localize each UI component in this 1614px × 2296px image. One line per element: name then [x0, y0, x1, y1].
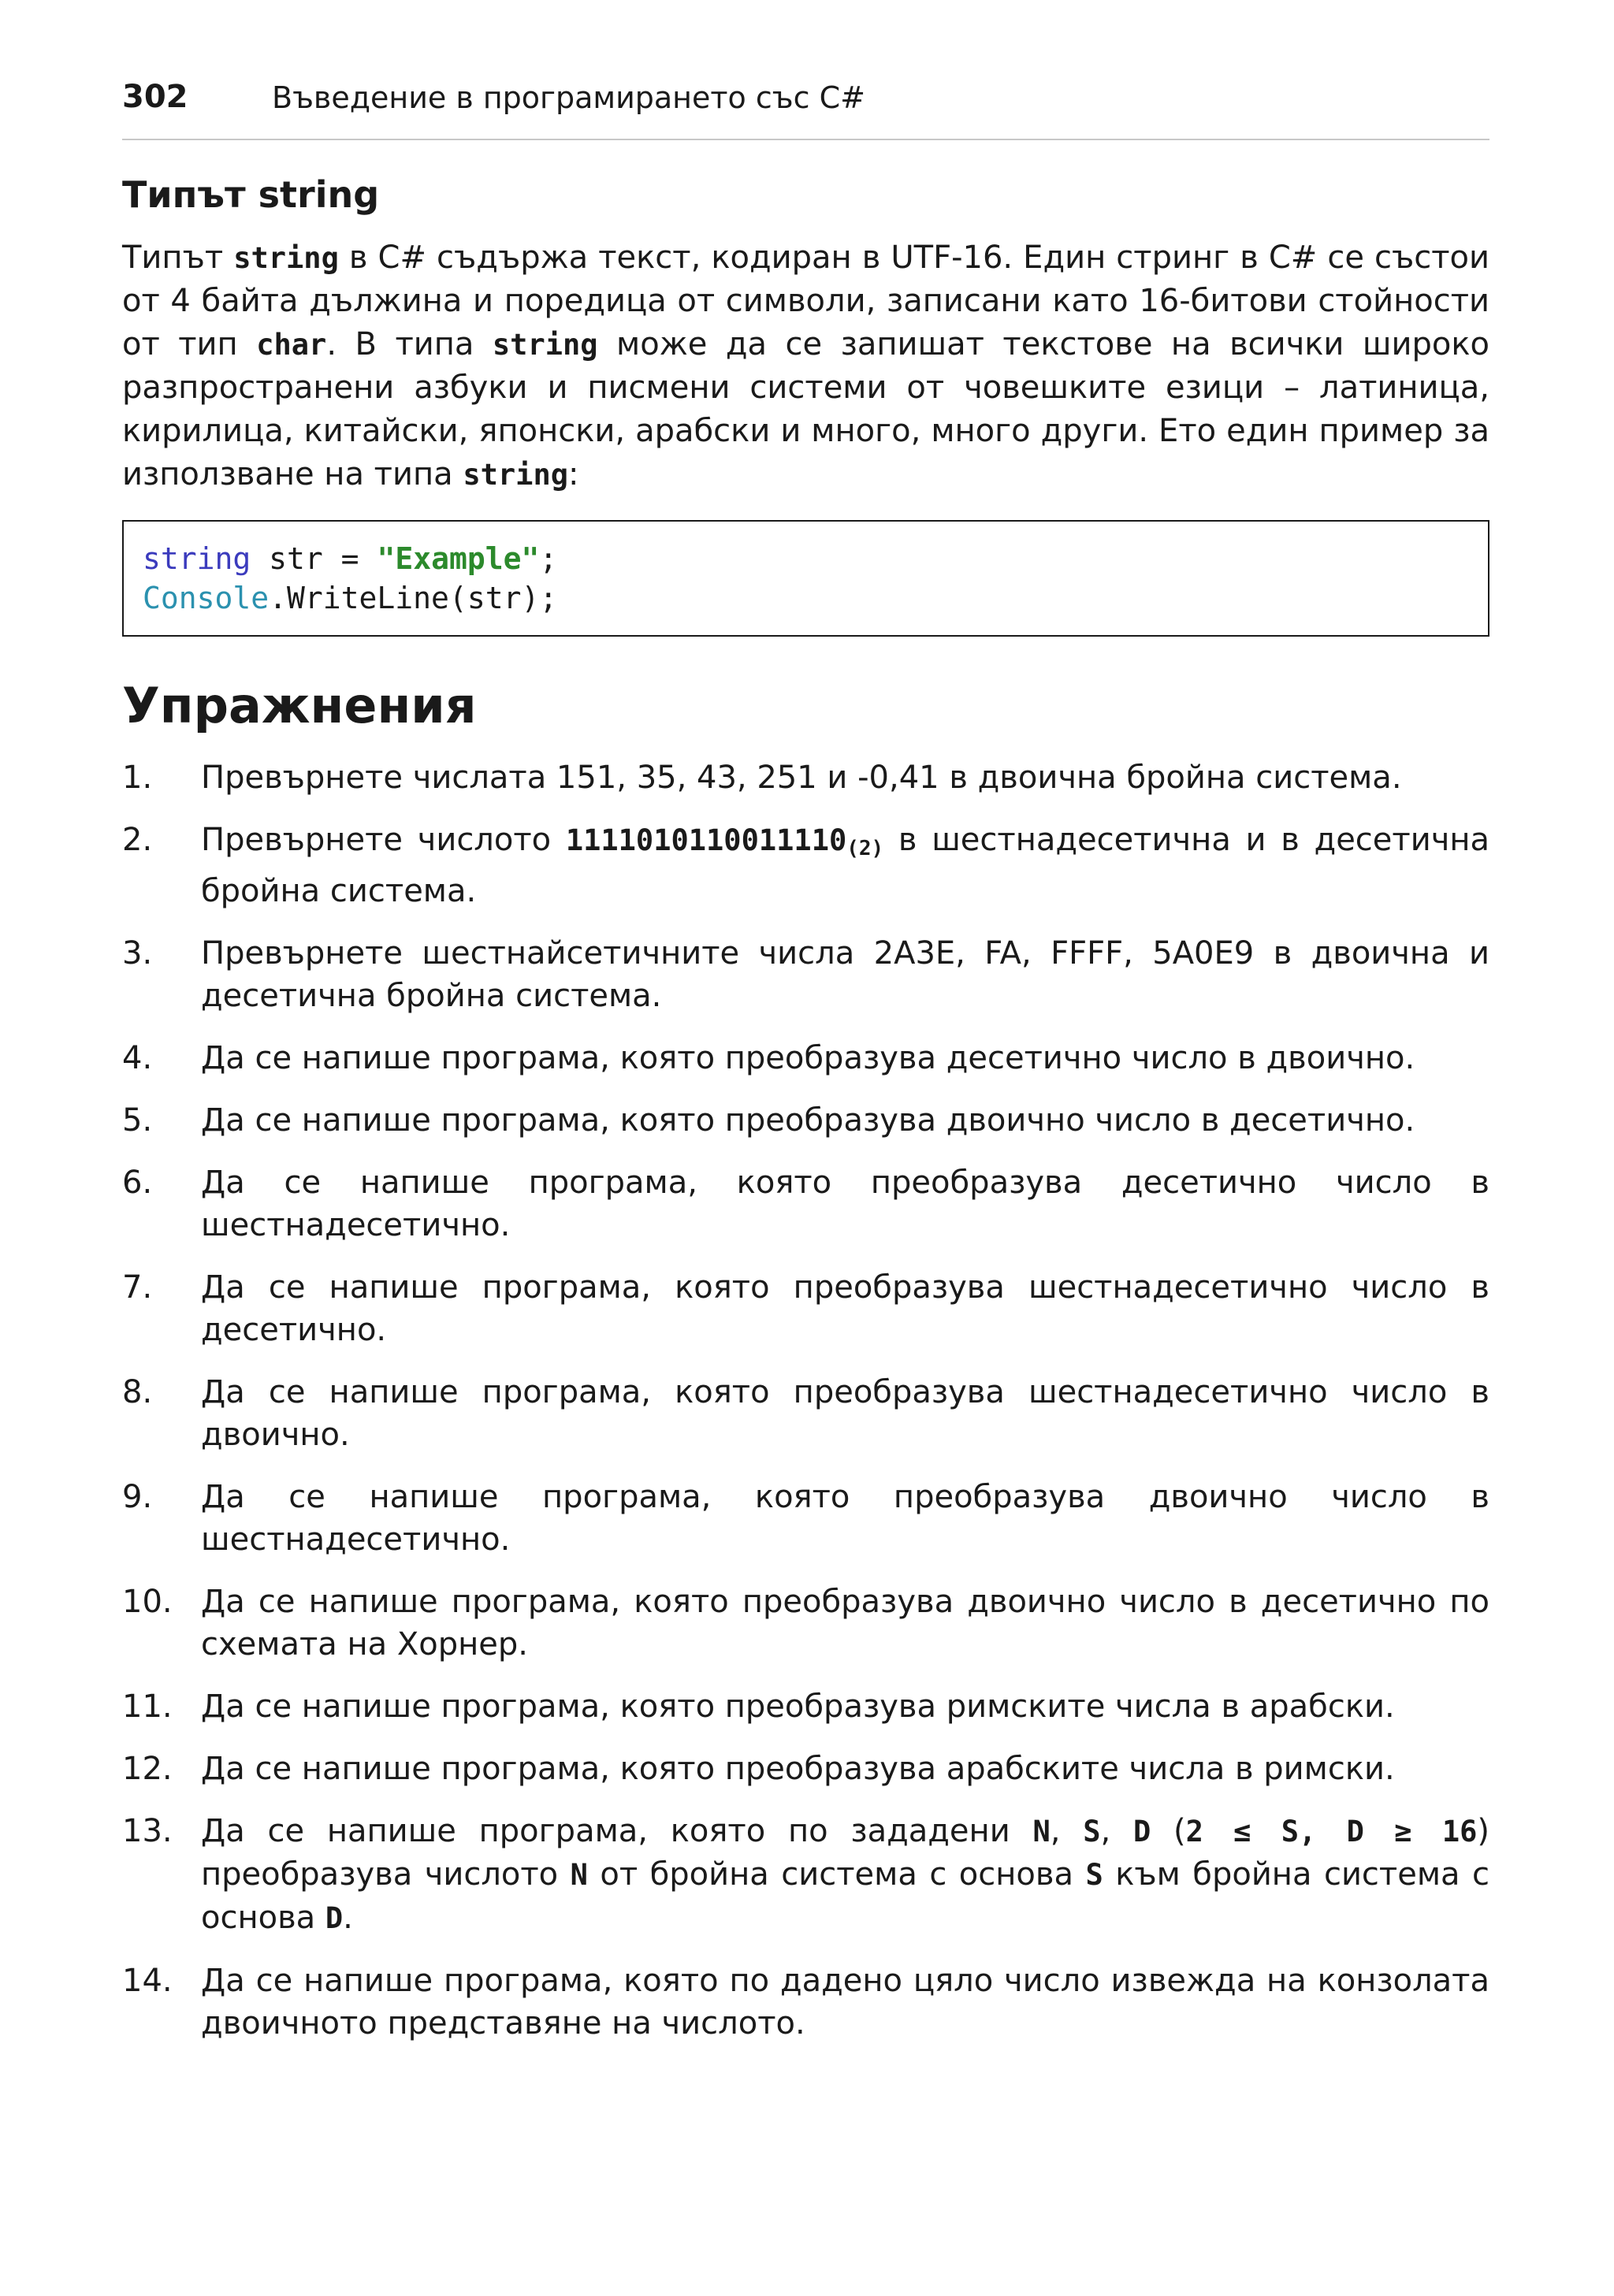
- exercise-item: [122, 1810, 1489, 1940]
- exercise-item: [122, 1266, 1489, 1351]
- exercise-text: Да се напише програма, която преобразува римските числа в арабски.: [201, 1689, 1395, 1725]
- code-string-literal: "Example": [377, 541, 540, 576]
- exercise-number: 13.: [122, 1813, 173, 1849]
- paragraph-text: . В типа: [326, 326, 493, 362]
- exercise-number: 1.: [122, 760, 153, 796]
- exercise-number: 9.: [122, 1479, 153, 1515]
- exercise-text: Да се напише програма, която преобразува двоично число в десетично.: [201, 1102, 1415, 1139]
- exercise-text: Да се напише програма, която преобразува двоично число в шестнадесетично.: [201, 1479, 1489, 1558]
- code-text: str =: [251, 541, 377, 576]
- exercise-number: 4.: [122, 1040, 153, 1076]
- exercise-text: ,: [1050, 1813, 1084, 1849]
- exercise-item: [122, 1960, 1489, 2045]
- variable-d: D: [1132, 1815, 1151, 1848]
- exercise-text: Превърнете числата 151, 35, 43, 251 и -0,41 в двоична бройна система.: [201, 760, 1402, 796]
- inline-code: string: [233, 241, 339, 275]
- code-example: [122, 520, 1489, 637]
- exercise-number: 8.: [122, 1374, 153, 1410]
- code-line-2: [143, 578, 1469, 618]
- variable-s: S: [1085, 1858, 1103, 1892]
- constraint-expression: 2 ≤ S, D ≥ 16: [1185, 1815, 1478, 1848]
- exercise-text: Превърнете числото: [201, 822, 566, 858]
- exercise-text: в шестнадесетична и в десетична бройна система.: [201, 822, 1489, 909]
- string-type-paragraph: [122, 236, 1489, 496]
- code-line-1: [143, 539, 1469, 578]
- exercise-number: 10.: [122, 1584, 173, 1620]
- exercise-item: [122, 1685, 1489, 1728]
- exercise-item: [122, 819, 1489, 912]
- exercise-number: 11.: [122, 1689, 173, 1725]
- paragraph-text: Типът: [122, 240, 234, 276]
- exercise-text: Да се напише програма, която преобразува десетично число в двоично.: [201, 1040, 1415, 1076]
- exercise-item: [122, 1748, 1489, 1790]
- binary-number: 1111010110011110: [565, 823, 847, 857]
- exercise-text: Да се напише програма, която преобразува десетично число в шестнадесетично.: [201, 1165, 1489, 1243]
- exercise-number: 7.: [122, 1269, 153, 1306]
- code-type-name: Console: [143, 581, 270, 615]
- code-keyword: string: [143, 541, 251, 576]
- exercise-item: [122, 1476, 1489, 1561]
- exercise-text: от бройна система с основа: [587, 1856, 1086, 1893]
- exercise-item: [122, 1371, 1489, 1456]
- running-title: Въведение в програмирането със C#: [272, 80, 865, 115]
- exercise-text: Да се напише програма, която преобразува двоично число в десетично по схемата на Хорнер.: [201, 1584, 1489, 1663]
- exercise-text: Да се напише програма, която преобразува арабските числа в римски.: [201, 1751, 1395, 1787]
- page-header: [122, 79, 1489, 134]
- variable-n: N: [570, 1858, 588, 1892]
- inline-code: string: [463, 458, 568, 492]
- exercise-text: Превърнете шестнайсетичните числа 2A3E, FA, FFFF, 5A0E9 в двоична и десетична бройна система.: [201, 935, 1489, 1014]
- exercise-item: [122, 1581, 1489, 1666]
- exercise-item: [122, 1161, 1489, 1246]
- exercise-text: Да се напише програма, която преобразува шестнадесетично число в двоично.: [201, 1374, 1489, 1453]
- paragraph-text: в C# съдържа текст, кодиран в UTF-16. Един стринг в C# се състои от 4 байта дължина и поредица от символи, записани като 16-битови стойности от тип: [122, 240, 1489, 362]
- code-text: ;: [539, 541, 558, 576]
- code-text: .WriteLine(str);: [269, 581, 558, 615]
- exercise-item: [122, 932, 1489, 1017]
- exercise-text: към бройна система с основа: [201, 1856, 1489, 1936]
- exercise-number: 2.: [122, 822, 153, 858]
- exercise-text: (: [1151, 1813, 1186, 1849]
- exercise-number: 3.: [122, 935, 153, 972]
- paragraph-text: :: [568, 456, 579, 492]
- variable-d: D: [325, 1901, 344, 1935]
- exercise-item: [122, 1099, 1489, 1142]
- exercise-number: 14.: [122, 1963, 173, 1999]
- exercise-item: [122, 1037, 1489, 1079]
- exercise-list: [122, 756, 1489, 2045]
- exercise-text: ,: [1100, 1813, 1133, 1849]
- exercises-title: Упражнения: [122, 677, 477, 734]
- exercise-text: Да се напише програма, която по дадено цяло число извежда на конзолата двоичното представяне на числото.: [201, 1963, 1489, 2042]
- header-divider: [122, 139, 1489, 140]
- exercise-number: 6.: [122, 1165, 153, 1201]
- variable-s: S: [1083, 1815, 1101, 1848]
- exercise-number: 5.: [122, 1102, 153, 1139]
- string-type-heading: Типът string: [122, 173, 380, 216]
- exercise-item: [122, 756, 1489, 799]
- page-number: 302: [122, 79, 188, 115]
- inline-code: string: [492, 328, 598, 362]
- base-subscript: (2): [846, 837, 884, 860]
- page-content: [122, 170, 1489, 2064]
- exercise-text: .: [343, 1900, 353, 1936]
- exercise-text: Да се напише програма, която преобразува шестнадесетично число в десетично.: [201, 1269, 1489, 1348]
- exercise-text: ) преобразува числото: [201, 1813, 1489, 1893]
- inline-code: char: [256, 328, 327, 362]
- exercise-text: Да се напише програма, която по зададени: [201, 1813, 1033, 1849]
- variable-n: N: [1032, 1815, 1051, 1848]
- paragraph-text: може да се запишат текстове на всички широко разпространени азбуки и писмени системи от човешките езици – латиница, кирилица, китайски, японски, арабски и много, много други. Ето един пример за използване на типа: [122, 326, 1489, 492]
- exercise-number: 12.: [122, 1751, 173, 1787]
